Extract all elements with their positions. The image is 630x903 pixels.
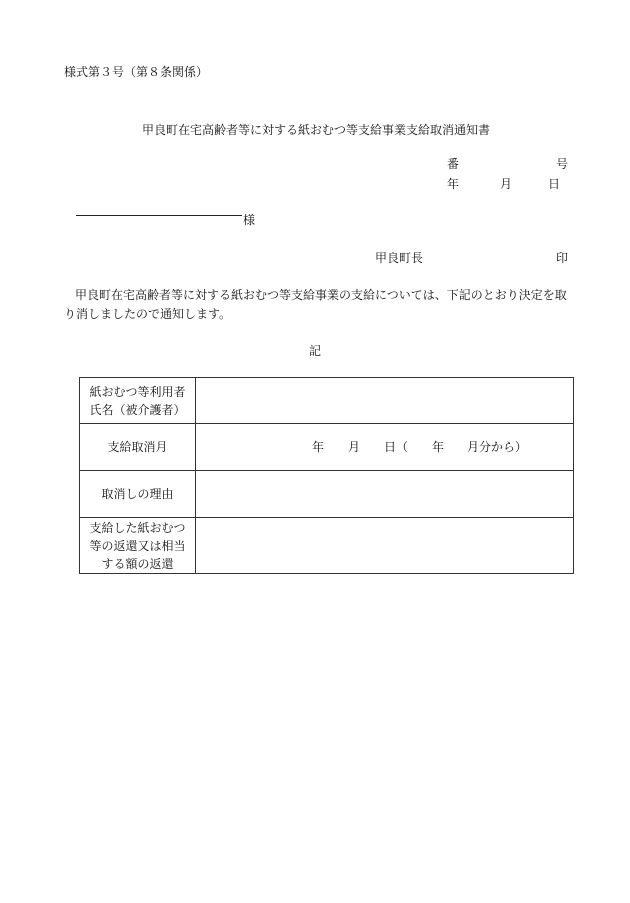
recipient-label-line2: 氏名（被介護者）	[89, 402, 186, 417]
refund-label	[80, 518, 196, 574]
table-row	[80, 518, 574, 574]
cancel-day-label: 日（	[384, 440, 409, 454]
form-number: 様式第３号（第８条関係）	[64, 65, 209, 79]
cancel-month-field[interactable]	[196, 424, 574, 471]
table-row	[80, 378, 574, 424]
reason-field[interactable]	[196, 471, 574, 518]
number-label: 番	[447, 157, 460, 171]
cancel-year2-label: 年	[432, 440, 445, 454]
table-row	[80, 424, 574, 471]
ki-heading: 記	[309, 344, 322, 358]
cancel-month-label-text: 月	[348, 440, 361, 454]
date-year-label: 年	[447, 177, 460, 191]
cancel-month-label: 支給取消月	[80, 424, 196, 471]
recipient-name-label	[80, 378, 196, 424]
cancel-year-label: 年	[312, 440, 325, 454]
table-row	[80, 471, 574, 518]
seal-mark: 印	[556, 251, 569, 265]
body-text-line1: 甲良町在宅高齢者等に対する紙おむつ等支給事業の支給については、下記のとおり決定を取	[75, 288, 567, 302]
refund-label-line1: 支給した紙おむつ	[89, 520, 186, 535]
date-month-label: 月	[500, 177, 513, 191]
refund-field[interactable]	[196, 518, 574, 574]
document-title: 甲良町在宅高齢者等に対する紙おむつ等支給事業支給取消通知書	[142, 123, 491, 137]
addressee-line[interactable]	[76, 215, 242, 216]
reason-label: 取消しの理由	[80, 471, 196, 518]
details-table	[79, 377, 574, 574]
cancel-from-label: 月分から）	[467, 440, 528, 454]
addressee-suffix: 様	[243, 213, 256, 227]
number-suffix: 号	[556, 157, 569, 171]
body-text-line2: り消しましたので通知します。	[64, 307, 232, 321]
refund-label-line2: 等の返還又は相当	[89, 538, 186, 553]
date-day-label: 日	[548, 177, 561, 191]
issuer-name: 甲良町長	[375, 251, 424, 265]
recipient-name-field[interactable]	[196, 378, 574, 424]
refund-label-line3: する額の返還	[101, 556, 174, 571]
recipient-label-line1: 紙おむつ等利用者	[89, 384, 186, 399]
